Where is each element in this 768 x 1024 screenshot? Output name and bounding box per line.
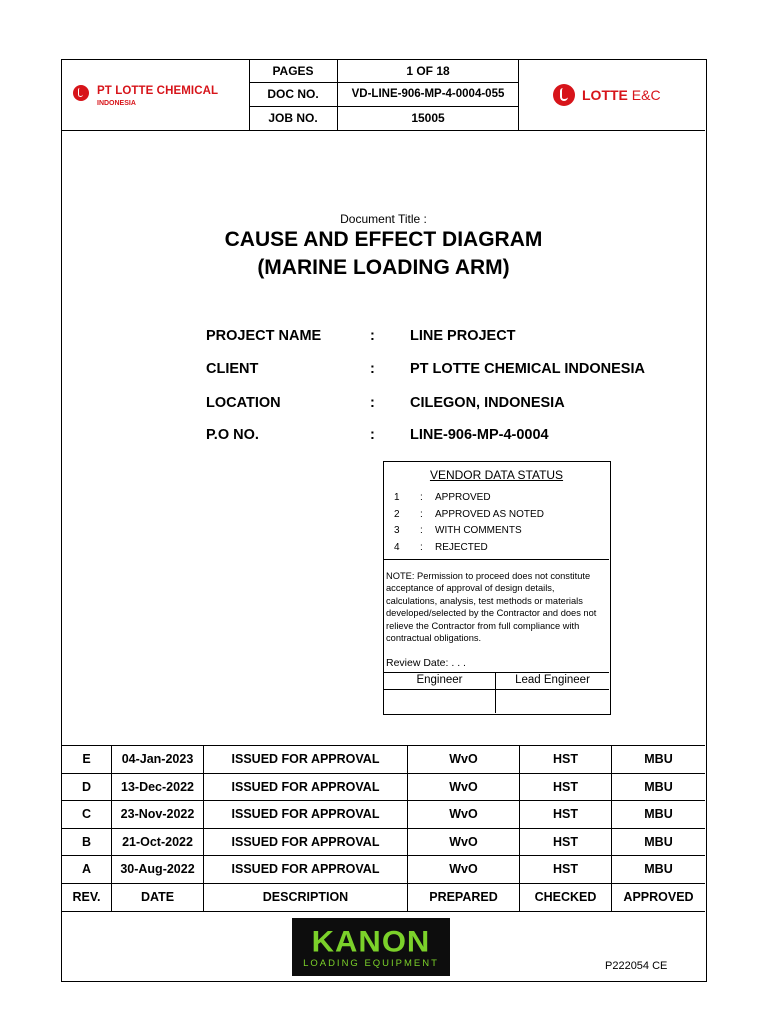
- info-value: LINE-906-MP-4-0004: [410, 427, 549, 443]
- prepared-cell: WvO: [408, 829, 520, 856]
- kanon-logo: [292, 918, 450, 976]
- job-no-value: 15005: [411, 111, 445, 125]
- info-colon: :: [370, 427, 375, 443]
- date-cell: 04-Jan-2023: [112, 746, 204, 773]
- title-block-header: [62, 60, 705, 131]
- approved-cell: MBU: [644, 807, 673, 822]
- engineer-label: Engineer: [384, 672, 496, 689]
- status-item: 1 : APPROVED: [394, 492, 491, 503]
- info-key: PROJECT NAME: [206, 328, 322, 344]
- doc-no-label: DOC NO.: [249, 83, 338, 107]
- info-value: PT LOTTE CHEMICAL INDONESIA: [410, 361, 645, 377]
- description-cell: ISSUED FOR APPROVAL: [204, 774, 408, 801]
- company-country: INDONESIA: [97, 100, 136, 107]
- status-item: 3 : WITH COMMENTS: [394, 525, 522, 536]
- doc-no-value: VD-LINE-906-MP-4-0004-055: [338, 83, 518, 107]
- lotte-ec-wordmark: LOTTE E&C: [582, 87, 661, 103]
- status-item: 4 : REJECTED: [394, 542, 488, 553]
- info-value: CILEGON, INDONESIA: [410, 395, 565, 411]
- checked-header: CHECKED: [520, 884, 612, 911]
- description-cell: ISSUED FOR APPROVAL: [204, 801, 408, 828]
- approved-cell: MBU: [644, 862, 673, 877]
- rev-cell: B: [62, 829, 112, 856]
- description-cell: ISSUED FOR APPROVAL: [204, 856, 408, 883]
- approved-cell: MBU: [644, 779, 673, 794]
- table-header-row: [62, 884, 705, 912]
- rev-cell: A: [62, 856, 112, 883]
- checked-cell: HST: [520, 801, 612, 828]
- date-cell: 21-Oct-2022: [112, 829, 204, 856]
- table-row: [62, 746, 705, 774]
- table-row: [62, 829, 705, 857]
- document-frame: [61, 59, 707, 982]
- description-header: DESCRIPTION: [204, 884, 408, 911]
- approved-cell: MBU: [644, 752, 673, 766]
- prepared-cell: WvO: [408, 746, 520, 773]
- prepared-cell: WvO: [408, 801, 520, 828]
- status-item: 2 : APPROVED AS NOTED: [394, 509, 544, 520]
- info-key: CLIENT: [206, 361, 259, 377]
- approved-cell: MBU: [644, 834, 673, 849]
- rev-header: REV.: [62, 884, 112, 911]
- date-header: DATE: [112, 884, 204, 911]
- checked-cell: HST: [520, 746, 612, 773]
- engineer-signature-cell: [384, 689, 496, 713]
- revision-table: [62, 745, 705, 904]
- rev-cell: D: [62, 774, 112, 801]
- kanon-wordmark: KANON: [311, 924, 431, 959]
- document-code: P222054 CE: [605, 960, 668, 972]
- prepared-cell: WvO: [408, 774, 520, 801]
- info-value: LINE PROJECT: [410, 328, 516, 344]
- review-date: Review Date: . . .: [386, 657, 466, 669]
- date-cell: 13-Dec-2022: [112, 774, 204, 801]
- table-row: [62, 856, 705, 884]
- table-row: [62, 774, 705, 802]
- date-cell: 23-Nov-2022: [112, 801, 204, 828]
- lotte-logo-icon: [73, 85, 89, 101]
- rev-cell: C: [62, 801, 112, 828]
- document-title-label: Document Title :: [340, 212, 427, 226]
- date-cell: 30-Aug-2022: [112, 856, 204, 883]
- pt-lotte-chemical-logo: [62, 60, 250, 130]
- info-colon: :: [370, 328, 375, 344]
- vendor-data-status-stamp: [383, 461, 611, 715]
- checked-cell: HST: [520, 856, 612, 883]
- lead-engineer-signature-cell: [496, 689, 609, 713]
- document-title-line1: CAUSE AND EFFECT DIAGRAM: [224, 228, 543, 251]
- pages-label: PAGES: [249, 60, 338, 83]
- info-key: P.O NO.: [206, 427, 259, 443]
- approved-header: APPROVED: [623, 890, 694, 904]
- pages-value: 1 OF 18: [338, 60, 518, 83]
- divider: [384, 559, 609, 560]
- info-colon: :: [370, 361, 375, 377]
- description-cell: ISSUED FOR APPROVAL: [204, 746, 408, 773]
- document-title-line2: (MARINE LOADING ARM): [257, 256, 510, 279]
- vendor-note: NOTE: Permission to proceed does not constitute acceptance of approval of design details, calculations, analysis, test methods or materials developed/selected by the Contractor and does not relieve the Contractor from full compliance with contractual obligations.: [386, 571, 597, 644]
- checked-cell: HST: [520, 774, 612, 801]
- rev-cell: E: [62, 746, 112, 773]
- lotte-ec-logo-icon: [553, 84, 575, 106]
- checked-cell: HST: [520, 829, 612, 856]
- prepared-cell: WvO: [408, 856, 520, 883]
- lotte-ec-logo: [518, 60, 706, 130]
- description-cell: ISSUED FOR APPROVAL: [204, 829, 408, 856]
- company-name: PT LOTTE CHEMICAL: [97, 85, 219, 97]
- lead-engineer-label: Lead Engineer: [515, 674, 590, 686]
- kanon-tagline: LOADING EQUIPMENT: [303, 958, 439, 969]
- job-no-label: JOB NO.: [249, 107, 338, 130]
- info-key: LOCATION: [206, 395, 281, 411]
- table-row: [62, 801, 705, 829]
- prepared-header: PREPARED: [408, 884, 520, 911]
- info-colon: :: [370, 395, 375, 411]
- vendor-status-title: VENDOR DATA STATUS: [429, 468, 564, 482]
